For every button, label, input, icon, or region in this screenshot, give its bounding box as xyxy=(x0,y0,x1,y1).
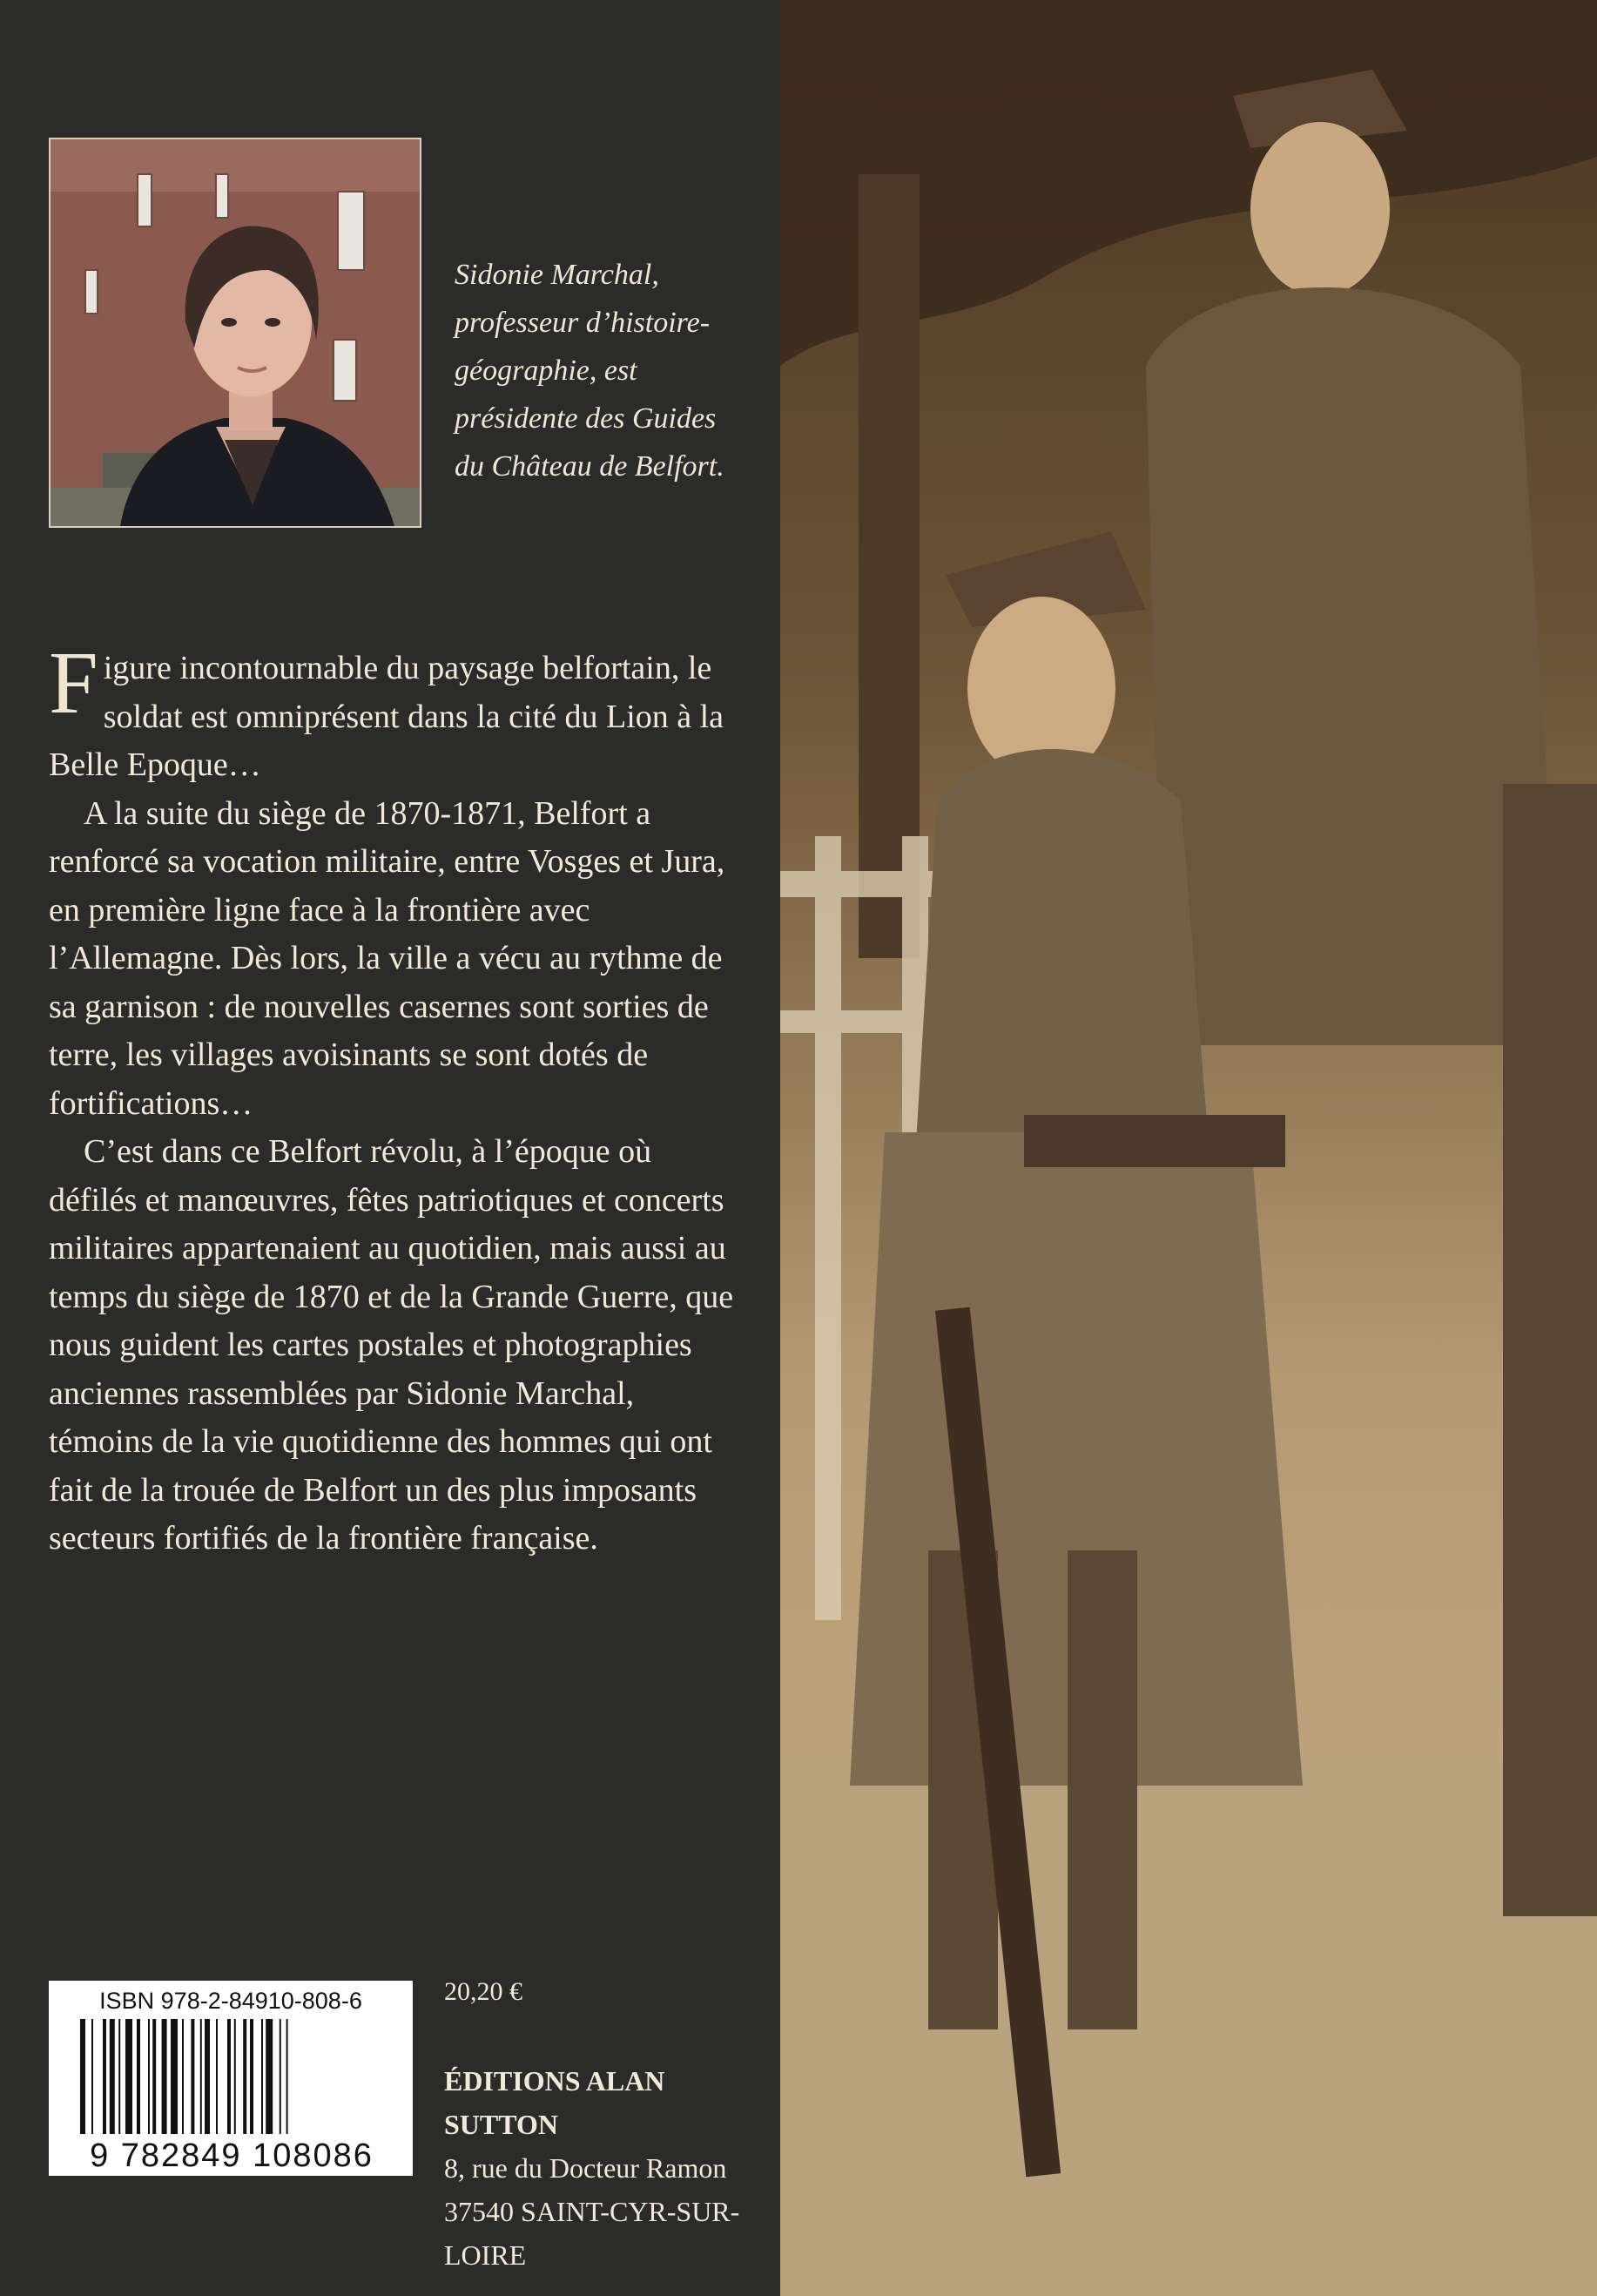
barcode-bar xyxy=(250,2019,253,2134)
barcode-bar xyxy=(191,2019,194,2134)
barcode-bar xyxy=(125,2019,132,2134)
publisher-address-line-2: 37540 SAINT-CYR-SUR-LOIRE xyxy=(444,2196,740,2271)
barcode-bar xyxy=(227,2019,231,2134)
barcode-digits: 9 782849 108086 xyxy=(90,2137,374,2174)
author-portrait-illustration xyxy=(51,139,420,526)
blurb-paragraph-2: A la suite du siège de 1870-1871, Belfort a renforcé sa vocation militaire, entre Vosges et Jura, en première ligne face à la frontière avec l’Allemagne. Dès lors, la ville a vécu au rythme de sa garnison : de nouvelles casernes sont sorties de terre, les villages avoisinants se sont dotés de fortifications… xyxy=(49,794,725,1122)
barcode-bar xyxy=(152,2019,156,2134)
barcode-bar xyxy=(182,2019,184,2134)
barcode-bar xyxy=(148,2019,150,2134)
barcode-bar xyxy=(200,2019,202,2134)
barcode-bar xyxy=(162,2019,167,2134)
barcode-bar xyxy=(171,2019,178,2134)
back-cover-blurb xyxy=(49,634,745,1563)
cover-soldiers-photo xyxy=(780,0,1597,2296)
back-cover-text-panel xyxy=(0,0,780,2296)
barcode-bar xyxy=(110,2019,115,2134)
barcode-bar xyxy=(80,2019,85,2134)
barcode-bar xyxy=(91,2019,93,2134)
blurb-paragraph-1-text: igure incontournable du paysage belfortain, le soldat est omniprésent dans la cité du Lion à la Belle Epoque… xyxy=(49,650,724,783)
blurb-paragraph-1 xyxy=(49,634,745,790)
barcode-bar xyxy=(234,2019,236,2134)
price: 20,20 € xyxy=(444,1977,522,2006)
barcode-bar xyxy=(286,2019,288,2134)
isbn-barcode xyxy=(49,1981,413,2176)
publisher-address-line-1: 8, rue du Docteur Ramon xyxy=(444,2152,727,2184)
barcode-bar xyxy=(261,2019,263,2134)
isbn-text: ISBN 978-2-84910-808-6 xyxy=(99,1988,362,2014)
barcode-bar xyxy=(103,2019,106,2134)
drop-cap: F xyxy=(49,634,98,733)
barcode-bar xyxy=(205,2019,210,2134)
author-caption: Sidonie Marchal, professeur d’histoire-géographie, est présidente des Guides du Château de Belfort. xyxy=(455,259,724,483)
barcode-bar xyxy=(243,2019,246,2134)
barcode-bar xyxy=(280,2019,281,2134)
barcode-bar xyxy=(216,2019,218,2134)
publisher-block xyxy=(444,2059,740,2277)
publisher-name: ÉDITIONS ALAN SUTTON xyxy=(444,2065,665,2140)
barcode-bar xyxy=(118,2019,120,2134)
blurb-paragraph-3: C’est dans ce Belfort révolu, à l’époque où défilés et manœuvres, fêtes patriotiques et concerts militaires appartenaient au quotidien, mais aussi au temps du siège de 1870 et de la Grande Guerre, que nous guident les cartes postales et photographies anciennes rassemblées par Sidonie Marchal, témoins de la vie quotidienne des hommes qui ont fait de la trouée de Belfort un des plus imposants secteurs fortifiés de la frontière française. xyxy=(49,1133,734,1557)
barcode-bar xyxy=(137,2019,140,2134)
sepia-soldiers-illustration xyxy=(780,0,1597,2296)
barcode-bars xyxy=(80,2019,385,2141)
barcode-bar xyxy=(266,2019,273,2134)
author-portrait-photo xyxy=(49,138,421,528)
